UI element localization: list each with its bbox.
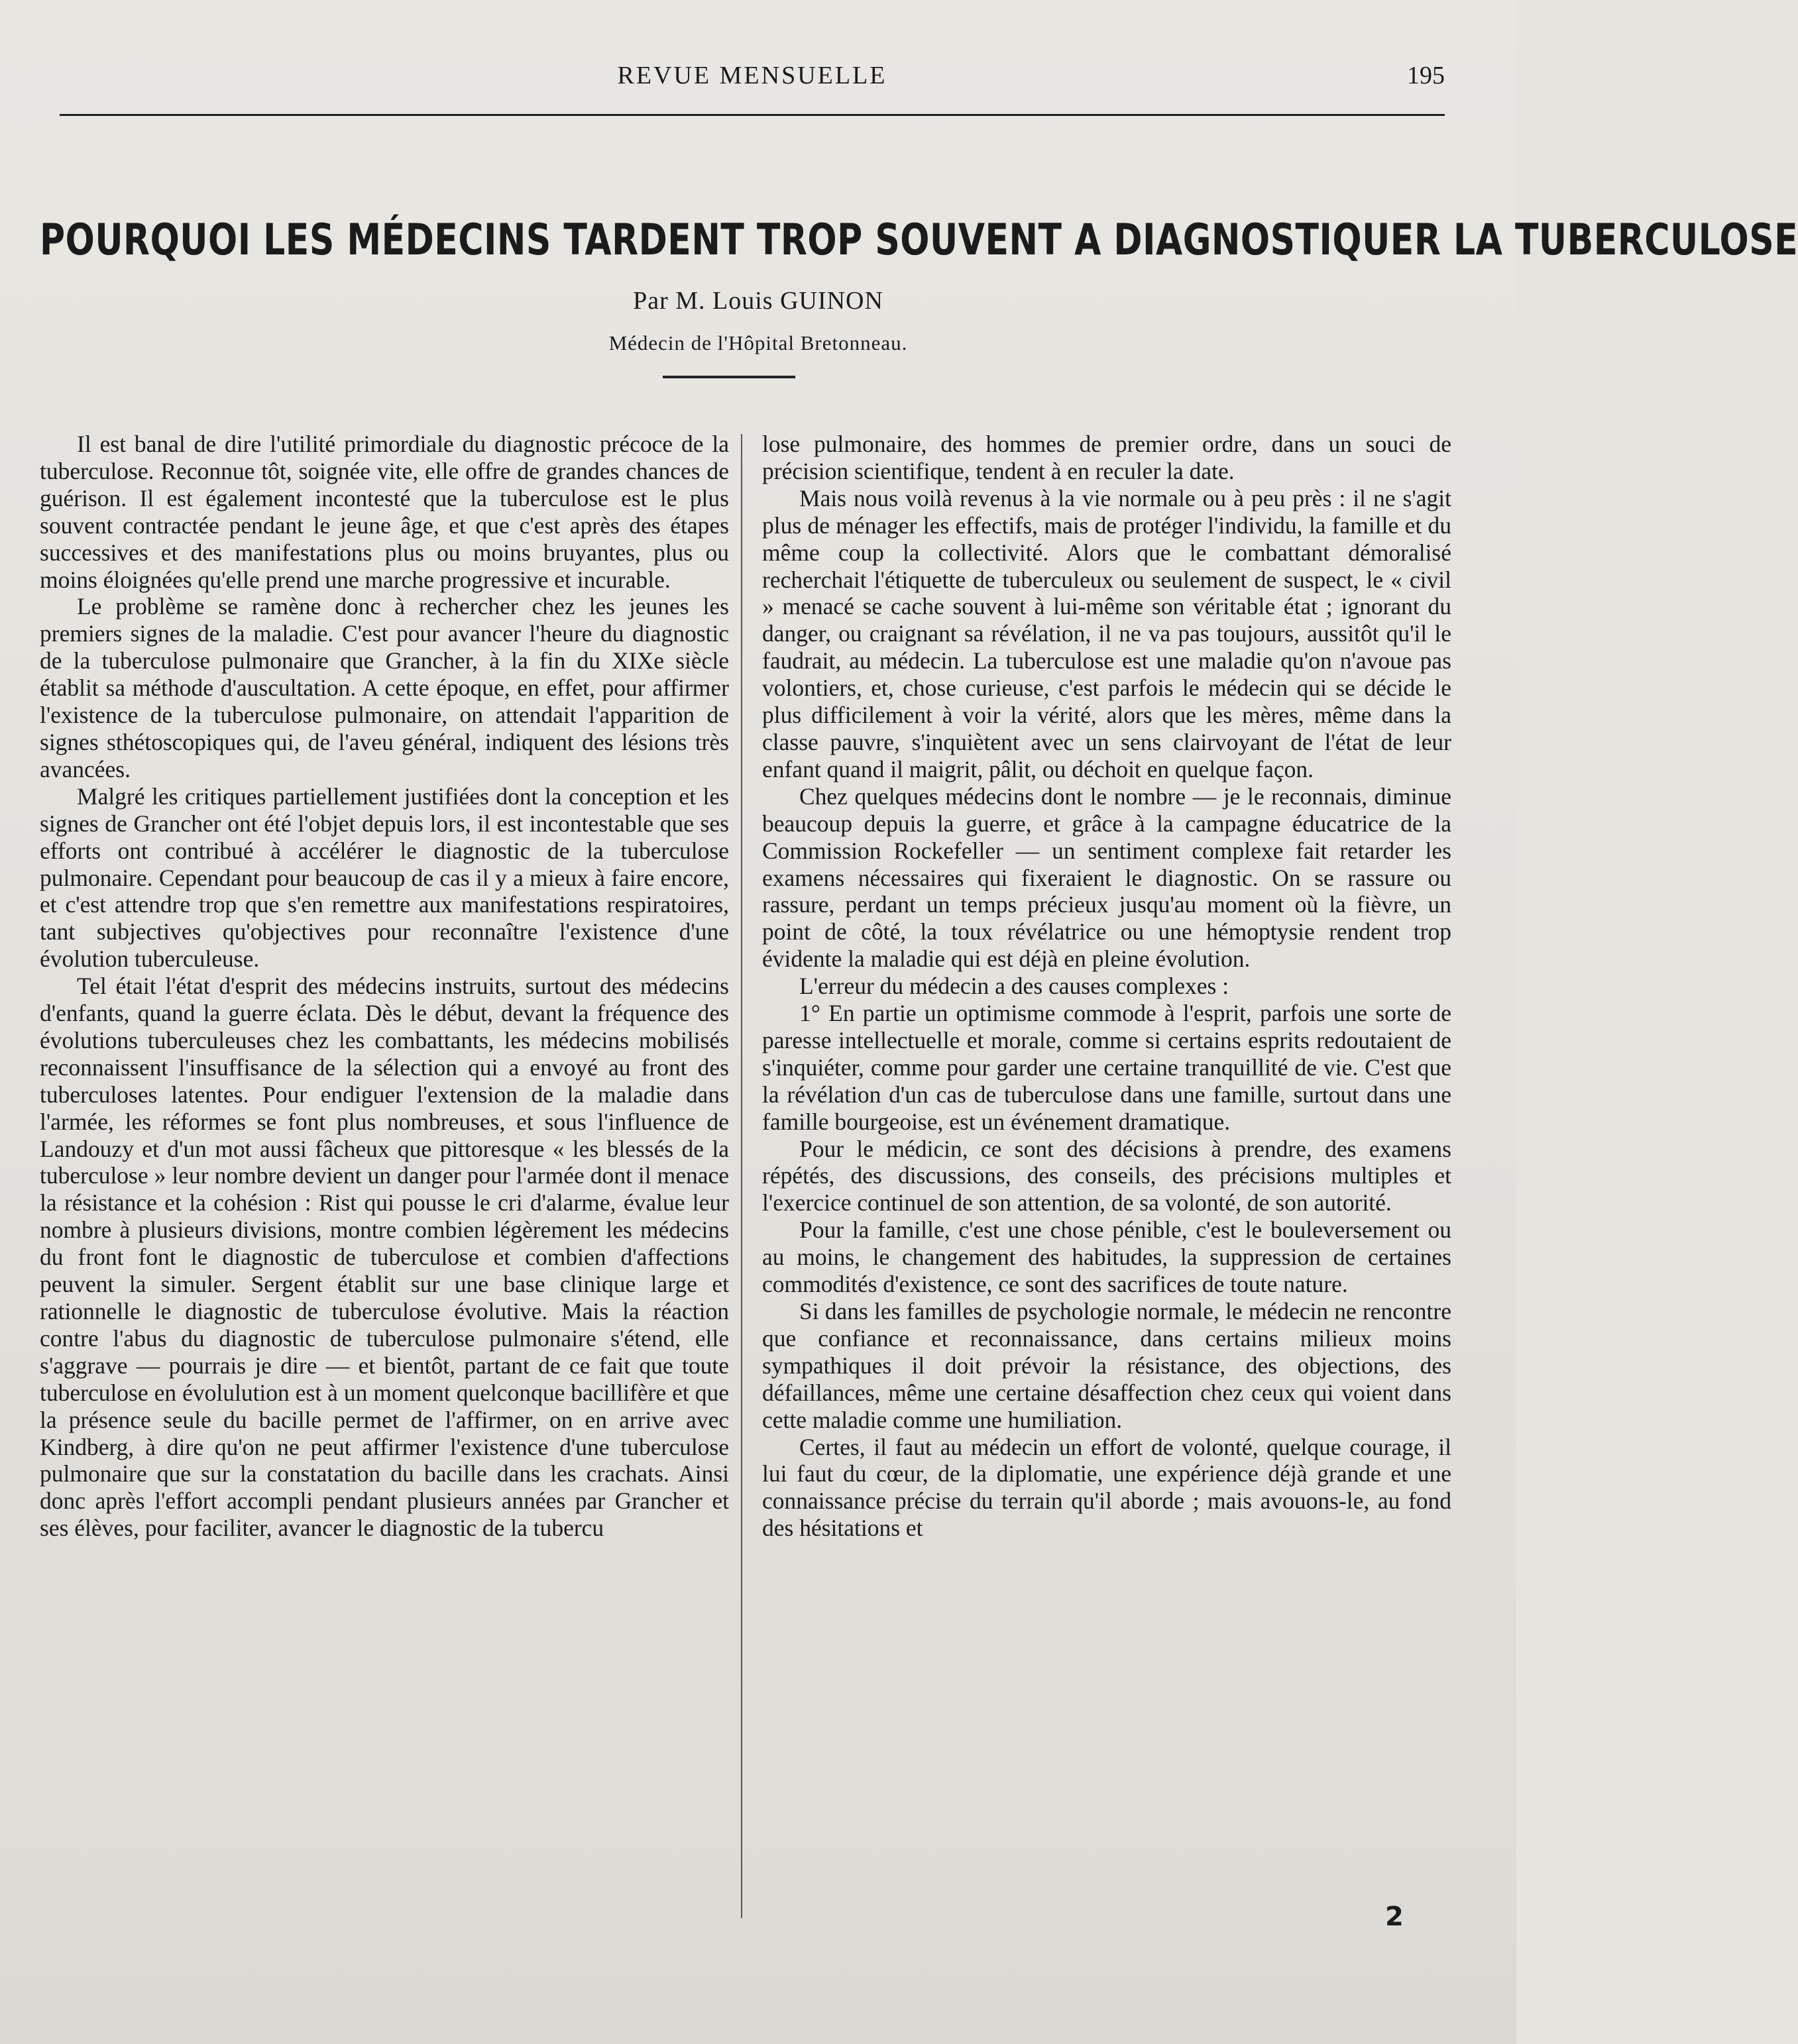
paragraph: Pour la famille, c'est une chose pénible, c'est le bouleversement ou au moins, le changement des habitudes, la suppression de certaines commodités d'existence, ce sont des sacrifices de toute nature. [762, 1216, 1451, 1298]
paragraph: 1° En partie un optimisme commode à l'esprit, parfois une sorte de paresse intellectuelle et morale, comme si certains esprits redoutaient de s'inquiéter, comme pour garder une certaine tranquillité de vie. C'est que la révélation d'un cas de tuberculose dans une famille, surtout dans une famille bourgeoise, est un événement dramatique. [762, 1000, 1451, 1135]
paragraph: Si dans les familles de psychologie normale, le médecin ne rencontre que confiance et reconnaissance, dans certains milieux moins sympathiques il doit prévoir la résistance, des objections, des défaillances, même une certaine désaffection chez ceux qui voient dans cette maladie comme une humiliation. [762, 1298, 1451, 1433]
author-affiliation: Médecin de l'Hôpital Bretonneau. [608, 331, 908, 354]
paragraph: Le problème se ramène donc à rechercher chez les jeunes les premiers signes de la maladie. C'est pour avancer l'heure du diagnostic de la tuberculose pulmonaire que Grancher, à la fin du XIXe siècle établit sa méthode d'auscultation. A cette époque, en effet, pour affirmer l'existence de la tuberculose pulmonaire, on attendait l'apparition de signes sthétoscopiques qui, de l'aveu général, indiquent des lésions très avancées. [40, 593, 729, 782]
right-column [762, 431, 1451, 1915]
paragraph: Certes, il faut au médecin un effort de volonté, quelque courage, il lui faut du cœur, de la diplomatie, une expérience déjà grande et une connaissance précise du terrain qu'il aborde ; mais avouons-le, au fond des hésitations et [762, 1433, 1451, 1542]
signature-mark: 2 [1385, 1902, 1404, 1932]
paragraph: Malgré les critiques partiellement justifiées dont la conception et les signes de Grancher ont été l'objet depuis lors, il est incontestable que ses efforts ont contribué à accélérer le diagnostic de la tuberculose pulmonaire. Cependant pour beaucoup de cas il y a mieux à faire encore, et c'est attendre trop que s'en remettre aux manifestations respiratoires, tant subjectives qu'objectives pour reconnaître l'existence d'une évolution tuberculeuse. [40, 782, 729, 973]
article-byline: Par M. Louis GUINON [633, 287, 883, 315]
journal-name: REVUE MENSUELLE [617, 62, 887, 89]
paragraph: Tel était l'état d'esprit des médecins instruits, surtout des médecins d'enfants, quand la guerre éclata. Dès le début, devant la fréquence des évolutions tuberculeuses chez les combattants, les médecins mobilisés reconnaissent l'insuffisance de la sélection qui a envoyé au front des tuberculoses latentes. Pour endiguer l'extension de la maladie dans l'armée, les réformes se font plus nombreuses, et sous l'influence de Landouzy et d'un mot aussi fâcheux que pittoresque « les blessés de la tuberculose » leur nombre devient un danger pour l'armée dont il menace la résistance et la cohésion : Rist qui pousse le cri d'alarme, évalue leur nombre à plusieurs divisions, montre combien légèrement les médecins du front font le diagnostic de tuberculose et combien d'affections peuvent la simuler. Sergent établit sur une base clinique large et rationnelle le diagnostic de tuberculose évolutive. Mais la réaction contre l'abus du diagnostic de tuberculose pulmonaire s'étend, elle s'aggrave — pourrais je dire — et bientôt, partant de ce fait que toute tuberculose en évolulution est à un moment quelconque bacillifère et que la présence seule du bacille permet de l'affirmer, on en arrive avec Kindberg, à dire qu'on ne peut affirmer l'existence d'une tuberculose pulmonaire que sur la constatation du bacille dans les crachats. Ainsi donc après l'effort accompli pendant plusieurs années par Grancher et ses élèves, pour faciliter, avancer le diagnostic de la tubercu [40, 973, 729, 1542]
paragraph: lose pulmonaire, des hommes de premier ordre, dans un souci de précision scientifique, tendent à en reculer la date. [762, 431, 1451, 484]
running-head [60, 61, 1445, 101]
paragraph: L'erreur du médecin a des causes complexes : [799, 973, 1229, 1000]
paragraph: Pour le médicin, ce sont des décisions à prendre, des examens répétés, des discussions, des conseils, des précisions multiples et l'exercice continuel de son attention, de sa volonté, de son autorité. [762, 1135, 1451, 1216]
paragraph: Il est banal de dire l'utilité primordiale du diagnostic précoce de la tuberculose. Reconnue tôt, soignée vite, elle offre de grandes chances de guérison. Il est également incontesté que la tuberculose est le plus souvent contractée pendant le jeune âge, et que c'est après des étapes successives et des manifestations plus ou moins bruyantes, plus ou moins éloignées qu'elle prend une marche progressive et incurable. [40, 431, 729, 593]
page-number: 195 [1407, 62, 1445, 89]
header-rule [60, 114, 1445, 116]
article-title: POURQUOI LES MÉDECINS TARDENT TROP SOUVENT A DIAGNOSTIQUER LA TUBERCULOSE [40, 215, 1798, 265]
paragraph: Chez quelques médecins dont le nombre — je le reconnais, diminue beaucoup depuis la guerre, et grâce à la campagne éducatrice de la Commission Rockefeller — un sentiment complexe fait retarder les examens nécessaires qui fixeraient le diagnostic. On se rassure ou rassure, perdant un temps précieux jusqu'au moment où la fièvre, un point de côté, la toux révélatrice ou une hémoptysie rendent trop évidente la maladie qui est déjà en pleine évolution. [762, 782, 1451, 973]
column-rule [741, 434, 742, 1918]
left-column [40, 431, 729, 1915]
paragraph: Mais nous voilà revenus à la vie normale ou à peu près : il ne s'agit plus de ménager les effectifs, mais de protéger l'individu, la famille et du même coup la collectivité. Alors que le combattant démoralisé recherchait l'étiquette de tuberculeux ou seulement de suspect, le « civil » menacé se cache souvent à lui-même son véritable état ; ignorant du danger, ou craignant sa révélation, il ne va pas toujours, aussitôt qu'il le faudrait, au médecin. La tuberculose est une maladie qu'on n'avoue pas volontiers, et, chose curieuse, c'est parfois le médecin qui se décide le plus difficilement à voir la vérité, alors que les mères, même dans la classe pauvre, s'inquiètent avec un sens clairvoyant de l'état de leur enfant quand il maigrit, pâlit, ou déchoit en quelque façon. [762, 484, 1451, 782]
title-rule [663, 376, 795, 378]
